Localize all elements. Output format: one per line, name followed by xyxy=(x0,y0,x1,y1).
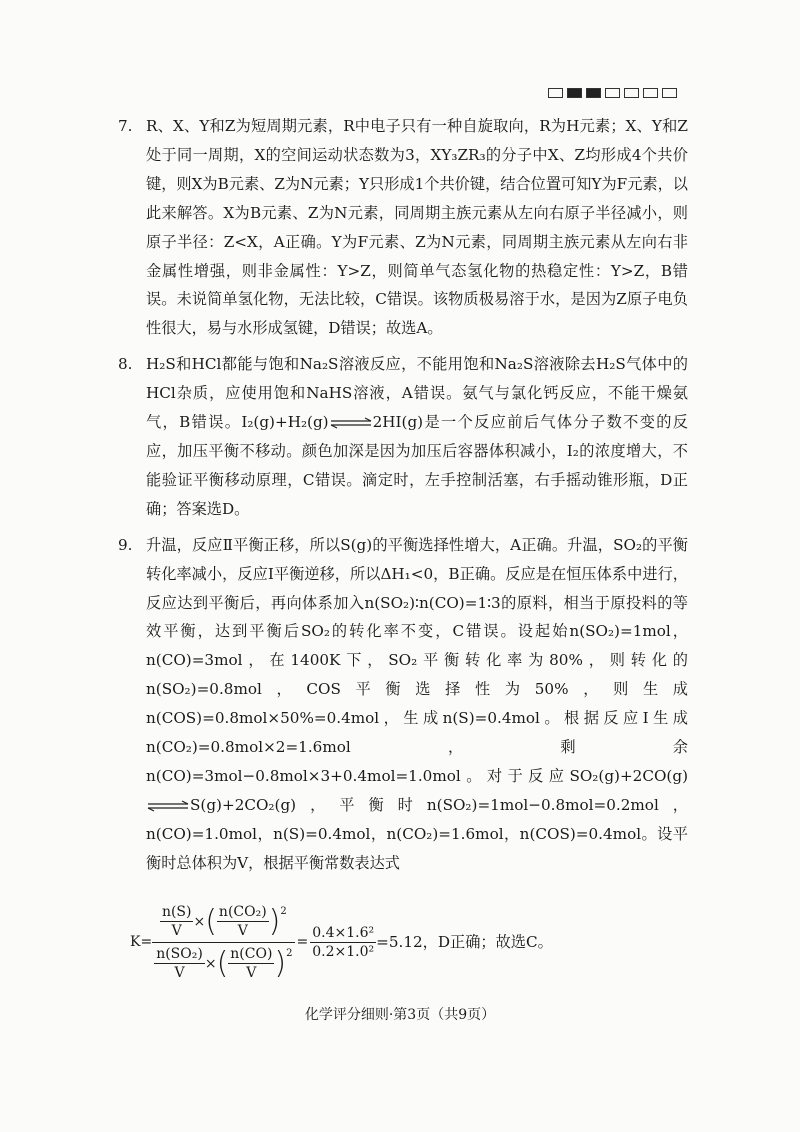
answer-item-9 xyxy=(118,531,688,998)
item-text-part: 2HI(g)是一个反应前后气体分子数不变的反应，加压平衡不移动。颜色加深是因为加压后容器体积减小，I₂的浓度增大，不能验证平衡移动原理，C错误。滴定时，左手控制活塞，右手摇动锥形瓶，D正确；答案选D。 xyxy=(146,413,688,518)
marker-square xyxy=(605,88,620,98)
numeric-numerator: 0.4×1.6² xyxy=(312,925,375,942)
exponent: 2 xyxy=(280,906,287,918)
answer-item-7 xyxy=(118,112,688,343)
equals-sign: = xyxy=(296,934,309,951)
term-numerator: n(CO₂) xyxy=(218,904,267,921)
item-text-part: 升温，反应Ⅱ平衡正移，所以S(g)的平衡选择性增大，A正确。升温，SO₂的平衡转化率减小，反应Ⅰ平衡逆移，所以ΔH₁<0，B正确。反应是在恒压体系中进行，反应达到平衡后，再向体系加入n(SO₂)∶n(CO)=1∶3的原料，相当于原投料的等效平衡，达到平衡后SO₂的转化率不变，C错误。设起始n(SO₂)=1mol，n(CO)=3mol，在1400K下，SO₂平衡转化率为80%，则转化的n(SO₂)=0.8mol，COS平衡选择性为50%，则生成n(COS)=0.8mol×50%=0.4mol，生成n(S)=0.4mol。根据反应Ⅰ生成n(CO₂)=0.8mol×2=1.6mol，剩余n(CO)=3mol−0.8mol×3+0.4mol=1.0mol。对于反应SO₂(g)+2CO(g) xyxy=(146,535,688,785)
page-footer: 化学评分细则·第3页（共9页） xyxy=(304,1007,496,1023)
answer-item-8 xyxy=(118,350,688,523)
term-nso2-over-v xyxy=(154,945,205,982)
term-numerator: n(SO₂) xyxy=(156,946,203,963)
page-marker xyxy=(548,88,677,98)
term-ns-over-v xyxy=(160,903,194,940)
item-text: R、X、Y和Z为短周期元素，R中电子只有一种自旋取向，R为H元素；X、Y和Z处于同一周期，X的空间运动状态数为3，XY₃ZR₃的分子中X、Z均形成4个共价键，则X为B元素、Z为N元素；Y只形成1个共价键，结合位置可知Y为F元素，以此来解答。X为B元素、Z为N元素，同周期主族元素从左向右原子半径减小，则原子半径：Z<X，A正确。Y为F元素、Z为N元素，同周期主族元素从左向右非金属性增强，则非金属性：Y>Z，则简单气态氢化物的热稳定性：Y>Z，B错误。未说简单氢化物，无法比较，C错误。该物质极易溶于水，是因为Z原子电负性很大，易与水形成氢键，D错误；故选A。 xyxy=(146,117,688,338)
item-text xyxy=(146,350,688,523)
item-text-part: H₂S和HCl都能与饱和Na₂S溶液反应，不能用饱和Na₂S溶液除去H₂S气体中的HCl杂质，应使用饱和NaHS溶液，A错误。氨气与氯化钙反应，不能干燥氨气，B错误。I₂(g)+H₂(g) xyxy=(146,355,688,432)
term-numerator: n(CO) xyxy=(230,946,273,963)
item-text-part: S(g)+2CO₂(g)，平衡时n(SO₂)=1mol−0.8mol=0.2mol，n(CO)=1.0mol，n(S)=0.4mol，n(CO₂)=1.6mol，n(COS)=0.4mol。设平衡时总体积为V，根据平衡常数表达式 xyxy=(146,795,688,872)
paren-close: ) xyxy=(274,945,287,981)
marker-square-filled xyxy=(586,88,601,98)
formula-lhs: K= xyxy=(130,934,153,951)
marker-square xyxy=(662,88,677,98)
paren-open: ( xyxy=(205,903,217,939)
term-denominator: V xyxy=(246,965,257,982)
item-number: 7. xyxy=(118,117,133,135)
numeric-fraction xyxy=(310,924,376,961)
item-number: 9. xyxy=(118,535,133,554)
term-nco2-over-v xyxy=(217,903,269,940)
formula-result: =5.12，D正确；故选C。 xyxy=(376,933,553,952)
item-number: 8. xyxy=(118,355,133,374)
term-denominator: V xyxy=(174,965,185,982)
paren-close: ) xyxy=(268,903,281,939)
term-numerator: n(S) xyxy=(161,904,192,921)
item-text xyxy=(146,531,688,878)
paren-open: ( xyxy=(216,945,229,981)
equilibrium-arrow-icon xyxy=(329,417,373,429)
answer-content xyxy=(118,112,688,998)
exponent: 2 xyxy=(286,948,293,960)
times-sign: × xyxy=(204,955,217,972)
equilibrium-constant-formula xyxy=(130,888,688,998)
main-fraction xyxy=(152,903,294,982)
marker-square xyxy=(643,88,658,98)
term-denominator: V xyxy=(237,923,248,940)
marker-square xyxy=(624,88,639,98)
marker-square-filled xyxy=(567,88,582,98)
equilibrium-arrow-icon xyxy=(146,800,190,812)
numeric-denominator: 0.2×1.0² xyxy=(312,944,375,961)
marker-square xyxy=(548,88,563,98)
term-nco-over-v xyxy=(228,945,274,982)
term-denominator: V xyxy=(171,923,182,940)
times-sign: × xyxy=(193,913,206,930)
